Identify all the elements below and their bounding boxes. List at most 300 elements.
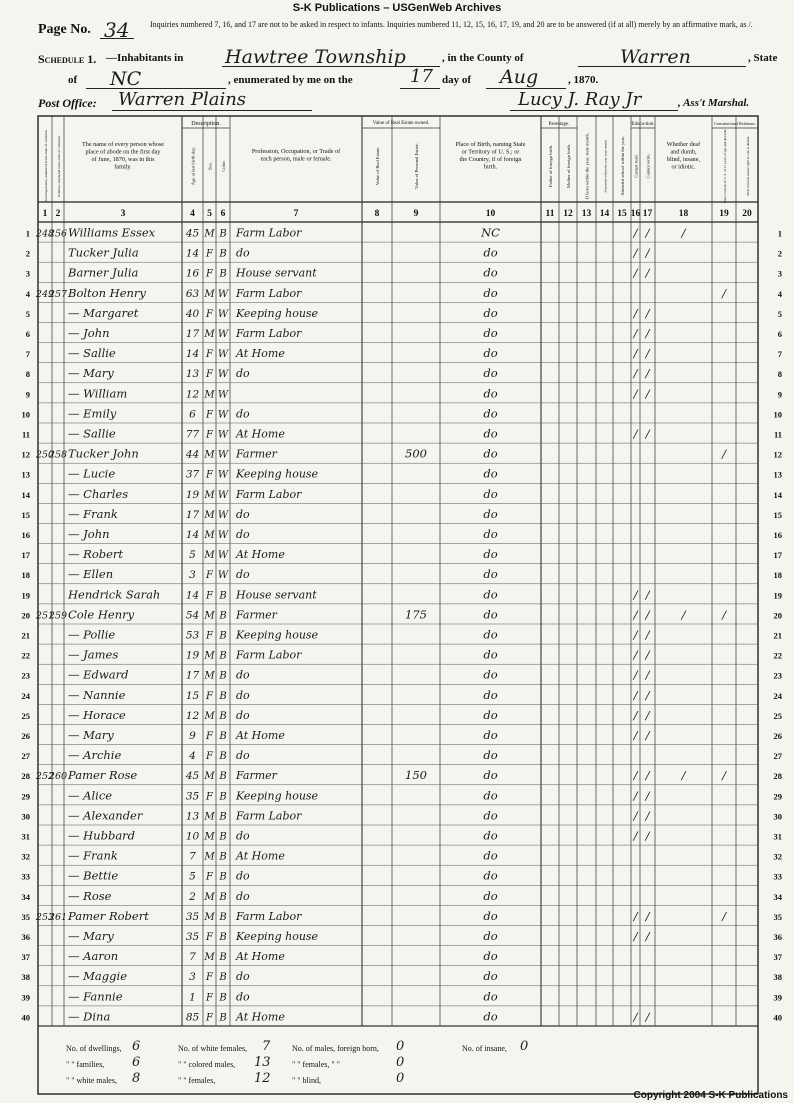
row-number-left: 27	[21, 751, 30, 762]
row-number-right: 28	[773, 771, 782, 782]
person-occupation: Farmer	[236, 769, 277, 783]
person-age: 9	[189, 729, 196, 742]
row-number-right: 19	[773, 590, 782, 601]
row-number-left: 31	[21, 831, 30, 842]
row-number-left: 19	[21, 590, 30, 601]
person-sex: F	[206, 248, 213, 260]
county: Warren	[620, 46, 691, 68]
mark-col-17: /	[645, 707, 650, 722]
place-of-birth: do	[483, 908, 498, 923]
row-number-left: 39	[21, 992, 30, 1003]
person-name: — Mary	[68, 727, 114, 742]
row-number-left: 6	[25, 328, 30, 339]
row-number-left: 3	[25, 268, 30, 279]
column-number-3: 3	[120, 209, 126, 219]
column-number-1: 1	[42, 209, 48, 219]
person-age: 14	[185, 247, 200, 260]
person-sex: F	[206, 791, 213, 803]
row-number-right: 29	[773, 791, 782, 802]
mark-col-19: /	[722, 908, 726, 923]
person-age: 77	[185, 428, 200, 441]
colored-males-label: " " colored males,	[178, 1060, 236, 1069]
person-sex: M	[204, 550, 215, 562]
person-name: — Sallie	[68, 346, 116, 361]
females-label: " " females,	[178, 1076, 216, 1085]
person-name: — Archie	[68, 748, 122, 763]
person-name: — James	[68, 647, 119, 662]
enumeration-month: Aug	[500, 66, 539, 88]
person-age: 17	[185, 669, 200, 682]
mark-col-17: /	[645, 346, 650, 361]
place-of-birth: do	[483, 446, 498, 461]
row-number-right: 16	[773, 529, 782, 540]
person-color: B	[219, 1012, 227, 1024]
person-color: W	[217, 349, 229, 361]
column-header-3: of June, 1870, was in this	[91, 156, 155, 163]
person-name: Hendrick Sarah	[68, 587, 161, 602]
person-occupation: do	[236, 527, 250, 541]
day-of-label: day of	[442, 74, 472, 86]
person-occupation: House servant	[236, 588, 317, 602]
state: NC	[110, 68, 142, 90]
mark-col-17: /	[645, 788, 650, 803]
mark-col-16: /	[633, 386, 638, 401]
mark-col-16: /	[633, 687, 638, 702]
row-number-left: 17	[21, 550, 30, 561]
person-color: W	[217, 369, 229, 381]
row-number-right: 3	[777, 268, 782, 279]
families-label: " " families,	[66, 1060, 105, 1069]
row-number-right: 35	[773, 911, 782, 922]
person-occupation: Keeping house	[236, 306, 319, 320]
person-sex: M	[204, 610, 215, 622]
column-number-15: 15	[617, 209, 627, 219]
person-age: 35	[185, 930, 200, 943]
mark-col-16: /	[633, 707, 638, 722]
mark-col-16: /	[633, 908, 638, 923]
person-color: B	[219, 871, 227, 883]
person-color: B	[219, 610, 227, 622]
place-of-birth: do	[483, 506, 498, 521]
person-age: 7	[189, 951, 196, 964]
person-color: W	[217, 529, 229, 541]
dwelling-number: 248	[35, 228, 55, 240]
row-number-right: 7	[777, 349, 782, 360]
person-occupation: do	[236, 568, 250, 582]
page-number-label: Page No.	[38, 22, 91, 37]
mark-col-17: /	[645, 627, 650, 642]
person-age: 14	[185, 589, 200, 602]
row-number-right: 12	[773, 449, 782, 460]
person-occupation: At Home	[236, 548, 285, 562]
group-header-parentage: Parentage.	[548, 122, 570, 127]
place-of-birth: do	[483, 466, 498, 481]
foreign-males-count: 0	[396, 1039, 405, 1054]
person-name: — Nannie	[68, 687, 126, 702]
place-of-birth: do	[483, 848, 498, 863]
place-of-birth: do	[483, 969, 498, 984]
place-of-birth: do	[483, 768, 498, 783]
family-number: 256	[48, 228, 68, 240]
enumeration-day: 17	[410, 66, 433, 87]
person-sex: F	[206, 308, 213, 320]
person-occupation: Farm Labor	[236, 648, 302, 662]
person-name: — Charles	[68, 486, 129, 501]
mark-col-16: /	[633, 828, 638, 843]
place-of-birth: do	[483, 426, 498, 441]
person-sex: M	[204, 288, 215, 300]
place-of-birth: do	[483, 788, 498, 803]
mark-col-17: /	[645, 587, 650, 602]
person-occupation: Keeping house	[236, 929, 319, 943]
township: Hawtree Township	[225, 46, 406, 68]
place-of-birth: do	[483, 808, 498, 823]
post-office: Warren Plains	[118, 89, 247, 110]
person-color: W	[217, 389, 229, 401]
mark-col-17: /	[645, 265, 650, 280]
column-header-19: Male Citizens of U. S. of 21 years of age and upwards.	[722, 128, 727, 204]
inhabitants-label: —Inhabitants in	[106, 52, 184, 64]
dwelling-number: 250	[35, 449, 55, 461]
person-name: — Edward	[68, 667, 129, 682]
person-occupation: do	[236, 708, 250, 722]
person-color: B	[219, 911, 227, 923]
person-name: — Horace	[68, 707, 126, 722]
column-number-11: 11	[545, 209, 555, 219]
person-occupation: At Home	[236, 849, 285, 863]
column-header-10: the Country, if of foreign	[459, 156, 522, 163]
row-number-left: 8	[25, 369, 30, 380]
place-of-birth: do	[483, 888, 498, 903]
person-name: — Maggie	[68, 969, 127, 984]
person-occupation: At Home	[236, 1010, 285, 1024]
column-number-8: 8	[374, 209, 380, 219]
person-color: B	[219, 791, 227, 803]
person-name: — Ellen	[68, 567, 114, 582]
person-occupation: do	[236, 990, 250, 1004]
person-occupation: Farmer	[236, 608, 277, 622]
mark-col-16: /	[633, 647, 638, 662]
row-number-right: 39	[773, 992, 782, 1003]
place-of-birth: do	[483, 526, 498, 541]
person-color: W	[217, 509, 229, 521]
column-header-7: Profession, Occupation, or Trade of	[251, 148, 341, 155]
person-color: B	[219, 851, 227, 863]
row-number-left: 37	[21, 952, 30, 963]
person-name: Barner Julia	[68, 265, 139, 280]
person-color: W	[217, 328, 229, 340]
mark-col-16: /	[633, 788, 638, 803]
row-number-left: 10	[21, 409, 30, 420]
row-number-left: 26	[21, 730, 30, 741]
white-females-count: 7	[262, 1039, 271, 1054]
person-occupation: do	[236, 829, 250, 843]
row-number-left: 11	[21, 429, 30, 440]
row-number-right: 27	[773, 751, 782, 762]
mark-col-16: /	[633, 225, 638, 240]
white-males-count: 8	[132, 1071, 141, 1086]
row-number-right: 15	[773, 509, 782, 520]
mark-col-17: /	[645, 768, 650, 783]
person-occupation: do	[236, 970, 250, 984]
person-age: 12	[185, 388, 200, 401]
person-color: W	[217, 550, 229, 562]
personal-estate-value: 500	[405, 446, 427, 461]
mark-col-16: /	[633, 627, 638, 642]
place-of-birth: do	[483, 386, 498, 401]
column-header-10: Place of Birth, naming State	[455, 141, 526, 148]
place-of-birth: do	[483, 305, 498, 320]
row-number-left: 28	[21, 771, 30, 782]
mark-col-17: /	[645, 325, 650, 340]
column-header-10: birth.	[483, 163, 498, 171]
person-age: 45	[185, 770, 200, 783]
place-of-birth: do	[483, 707, 498, 722]
person-color: B	[219, 952, 227, 964]
column-header-3: family.	[114, 163, 132, 171]
mark-col-16: /	[633, 928, 638, 943]
column-header-12: Mother of foreign birth.	[565, 144, 571, 188]
person-sex: F	[206, 871, 213, 883]
mark-col-16: /	[633, 366, 638, 381]
column-header-18: or idiotic.	[671, 163, 696, 171]
column-number-14: 14	[599, 209, 610, 219]
mark-col-17: /	[645, 727, 650, 742]
row-number-right: 17	[773, 550, 782, 561]
person-occupation: Farm Labor	[236, 326, 302, 340]
row-number-right: 18	[773, 570, 782, 581]
white-males-label: " " white males,	[66, 1076, 117, 1085]
marshal-label: , Ass't Marshal.	[678, 97, 750, 109]
row-number-right: 37	[773, 952, 782, 963]
person-age: 2	[189, 890, 196, 903]
place-of-birth: do	[483, 265, 498, 280]
person-sex: F	[206, 409, 213, 421]
person-sex: M	[204, 851, 215, 863]
insane-label: No. of insane,	[462, 1044, 507, 1053]
year: , 1870.	[568, 74, 599, 86]
dwelling-number: 252	[35, 771, 55, 783]
column-number-4: 4	[190, 209, 195, 219]
person-occupation: do	[236, 407, 250, 421]
dwelling-number: 249	[35, 288, 55, 300]
person-sex: F	[206, 972, 213, 984]
mark-col-19: /	[722, 285, 726, 300]
person-age: 40	[185, 307, 200, 320]
row-number-right: 6	[777, 328, 782, 339]
column-header-18: and dumb,	[670, 148, 697, 156]
person-sex: M	[204, 650, 215, 662]
mark-col-18: /	[681, 225, 686, 240]
person-sex: M	[204, 811, 215, 823]
column-header-3: place of abode on the first day	[85, 148, 161, 156]
row-number-left: 16	[21, 529, 30, 540]
person-occupation: do	[236, 668, 250, 682]
white-females-label: No. of white females,	[178, 1044, 248, 1053]
group-header-education: Educa-tion.	[631, 122, 655, 127]
column-number-9: 9	[413, 209, 419, 219]
person-sex: M	[204, 489, 215, 501]
row-number-right: 8	[777, 369, 782, 380]
column-number-18: 18	[678, 209, 689, 219]
person-sex: M	[204, 509, 215, 521]
column-header-15: Attended school within the year.	[619, 136, 625, 196]
row-number-right: 23	[773, 670, 782, 681]
person-name: — Frank	[68, 506, 118, 521]
table-border	[38, 116, 758, 1094]
person-color: B	[219, 590, 227, 602]
person-occupation: Keeping house	[236, 628, 319, 642]
person-color: W	[217, 308, 229, 320]
person-occupation: At Home	[236, 728, 285, 742]
row-number-left: 20	[21, 610, 30, 621]
dwellings-label: No. of dwellings,	[66, 1044, 122, 1053]
person-occupation: do	[236, 749, 250, 763]
person-age: 15	[185, 689, 200, 702]
place-of-birth: do	[483, 667, 498, 682]
row-number-left: 13	[21, 469, 30, 480]
person-sex: M	[204, 891, 215, 903]
person-name: — Frank	[68, 848, 118, 863]
place-of-birth: do	[483, 547, 498, 562]
person-name: — Aaron	[68, 949, 119, 964]
person-color: B	[219, 891, 227, 903]
mark-col-17: /	[645, 687, 650, 702]
place-of-birth: do	[483, 587, 498, 602]
row-number-right: 22	[773, 650, 782, 661]
person-occupation: do	[236, 688, 250, 702]
person-sex: M	[204, 449, 215, 461]
row-number-right: 32	[773, 851, 782, 862]
row-number-right: 38	[773, 972, 782, 983]
person-occupation: Farm Labor	[236, 487, 302, 501]
row-number-right: 2	[777, 248, 782, 259]
row-number-left: 24	[21, 690, 30, 701]
column-header-6: Color.	[220, 160, 226, 172]
mark-col-16: /	[633, 607, 638, 622]
person-sex: M	[204, 389, 215, 401]
column-header-3: The name of every person whose	[82, 141, 164, 148]
row-number-right: 33	[773, 871, 782, 882]
person-occupation: do	[236, 507, 250, 521]
person-name: Bolton Henry	[68, 285, 146, 300]
person-color: B	[219, 771, 227, 783]
row-number-left: 34	[21, 891, 30, 902]
mark-col-16: /	[633, 768, 638, 783]
column-header-4: Age at last birth-day.	[190, 146, 196, 186]
row-number-right: 34	[773, 891, 782, 902]
place-of-birth: do	[483, 949, 498, 964]
row-number-left: 9	[25, 389, 30, 400]
person-age: 3	[189, 569, 196, 582]
row-number-left: 33	[21, 871, 30, 882]
mark-col-17: /	[645, 1009, 650, 1024]
person-age: 17	[185, 508, 200, 521]
person-color: B	[219, 811, 227, 823]
mark-col-19: /	[722, 607, 726, 622]
place-of-birth: do	[483, 325, 498, 340]
place-of-birth: do	[483, 727, 498, 742]
of-label: of	[68, 74, 78, 86]
place-of-birth: do	[483, 687, 498, 702]
place-of-birth: do	[483, 828, 498, 843]
person-color: B	[219, 931, 227, 943]
row-number-right: 25	[773, 710, 782, 721]
column-number-16: 16	[630, 209, 641, 219]
group-header-constitutional: Constitutional Relations.	[714, 121, 756, 126]
mark-col-19: /	[722, 446, 726, 461]
person-color: B	[219, 630, 227, 642]
mark-col-16: /	[633, 426, 638, 441]
person-color: B	[219, 710, 227, 722]
person-occupation: do	[236, 246, 250, 260]
person-sex: F	[206, 429, 213, 441]
marshal-signature: Lucy J. Ray Jr	[518, 89, 642, 110]
mark-col-18: /	[681, 768, 686, 783]
person-age: 1	[189, 991, 196, 1004]
person-age: 19	[185, 649, 200, 662]
person-name: Williams Essex	[68, 225, 156, 240]
column-header-20: Male Citizens whose right to vote is denied.	[745, 136, 750, 196]
row-number-left: 22	[21, 650, 30, 661]
place-of-birth: do	[483, 647, 498, 662]
person-color: B	[219, 730, 227, 742]
post-office-label: Post Office:	[38, 96, 97, 110]
person-sex: M	[204, 328, 215, 340]
mark-col-17: /	[645, 245, 650, 260]
person-sex: F	[206, 590, 213, 602]
person-age: 5	[189, 870, 196, 883]
person-sex: M	[204, 911, 215, 923]
row-number-right: 13	[773, 469, 782, 480]
person-age: 13	[185, 368, 200, 381]
group-header-value: Value of Real Estate owned.	[372, 121, 430, 126]
column-number-20: 20	[742, 209, 752, 219]
mark-col-16: /	[633, 587, 638, 602]
person-occupation: At Home	[236, 950, 285, 964]
person-color: W	[217, 469, 229, 481]
mark-col-17: /	[645, 647, 650, 662]
row-number-left: 7	[25, 349, 30, 360]
families-count: 6	[132, 1055, 141, 1070]
row-number-right: 26	[773, 730, 782, 741]
mark-col-16: /	[633, 265, 638, 280]
person-age: 53	[185, 629, 200, 642]
colored-males-count: 13	[254, 1055, 271, 1070]
person-color: B	[219, 972, 227, 984]
row-number-left: 12	[21, 449, 30, 460]
row-number-right: 36	[773, 931, 782, 942]
row-number-left: 14	[21, 489, 30, 500]
place-of-birth: do	[483, 406, 498, 421]
person-sex: M	[204, 952, 215, 964]
person-occupation: do	[236, 869, 250, 883]
mark-col-16: /	[633, 1009, 638, 1024]
place-of-birth: do	[483, 1009, 498, 1024]
mark-col-16: /	[633, 727, 638, 742]
row-number-left: 36	[21, 931, 30, 942]
person-color: B	[219, 268, 227, 280]
person-age: 14	[185, 528, 200, 541]
column-header-10: or Territory of U. S.; or	[461, 148, 520, 156]
county-label: , in the County of	[442, 52, 524, 64]
insane-count: 0	[520, 1039, 529, 1054]
mark-col-19: /	[722, 768, 726, 783]
mark-col-16: /	[633, 245, 638, 260]
person-color: B	[219, 670, 227, 682]
person-age: 3	[189, 971, 196, 984]
place-of-birth: NC	[481, 225, 500, 240]
